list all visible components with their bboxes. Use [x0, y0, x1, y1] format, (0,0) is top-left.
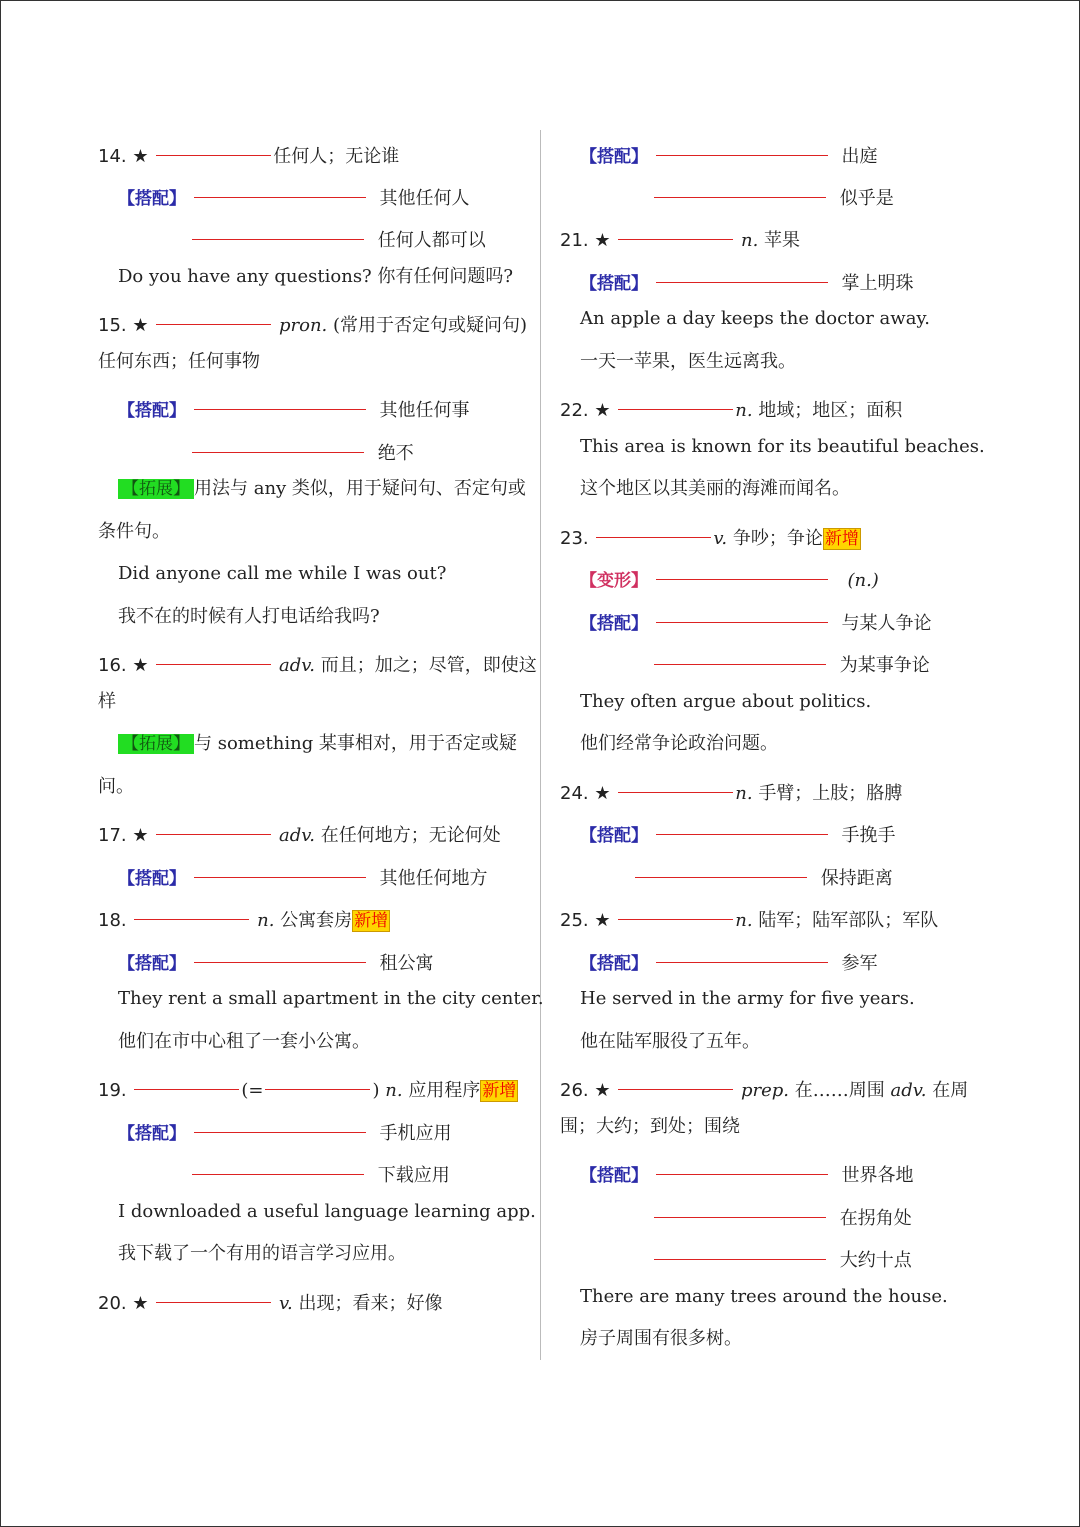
answer-blank[interactable] [656, 1148, 828, 1175]
answer-blank[interactable] [656, 256, 828, 283]
collocation-meaning: 手挽手 [841, 825, 896, 846]
collocation-meaning: 出庭 [841, 146, 878, 167]
part-of-speech: v. [713, 528, 728, 549]
entry-18-example-en: They rent a small apartment in the city center. [118, 988, 544, 1009]
star-icon: ★ [132, 655, 149, 676]
entry-17-headword-line [98, 808, 501, 850]
entry-16-headword-line [98, 638, 537, 680]
entry-number: 26. [560, 1080, 589, 1101]
entry-19-example-en: I downloaded a useful language learning app. [118, 1201, 536, 1222]
entry-15-extension [118, 468, 526, 510]
meaning: 而且；加之；尽管，即使这 [320, 655, 537, 676]
meaning: (常用于否定句或疑问句) [333, 315, 528, 336]
entry-26-meaning-cont: 围；大约；到处；围绕 [560, 1116, 740, 1137]
star-icon: ★ [594, 400, 611, 421]
collocation-meaning: 掌上明珠 [841, 273, 914, 294]
collocation-meaning: 租公寓 [379, 953, 434, 974]
answer-blank[interactable] [194, 936, 366, 963]
extension-tag: 【拓展】 [118, 734, 194, 754]
entry-16-extension-cont: 问。 [98, 776, 134, 797]
entry-number: 21. [560, 230, 589, 251]
answer-blank[interactable] [654, 1191, 826, 1218]
entry-19-headword-line [98, 1063, 518, 1105]
answer-blank-abbrev[interactable] [265, 1063, 370, 1090]
star-icon: ★ [132, 146, 149, 167]
paren-open: (= [241, 1080, 264, 1101]
answer-blank[interactable] [618, 213, 733, 240]
collocation-meaning: 在拐角处 [839, 1208, 912, 1229]
star-icon: ★ [594, 910, 611, 931]
entry-16-extension [118, 723, 517, 765]
entry-14-headword-line [98, 129, 399, 171]
entry-number: 18. [98, 910, 127, 931]
entry-23-headword-line [560, 511, 861, 553]
answer-blank[interactable] [656, 553, 828, 580]
collocation-tag: 【搭配】 [580, 614, 648, 634]
answer-blank[interactable] [596, 511, 711, 538]
part-of-speech: prep. [740, 1080, 790, 1101]
entry-25-example-zh: 他在陆军服役了五年。 [580, 1031, 760, 1052]
part-of-speech: v. [278, 1293, 293, 1314]
collocation-tag: 【搭配】 [118, 401, 186, 421]
answer-blank[interactable] [656, 596, 828, 623]
part-of-speech: n. [740, 230, 759, 251]
entry-14-collocation-1 [118, 171, 469, 213]
entry-number: 25. [560, 910, 589, 931]
answer-blank[interactable] [635, 851, 807, 878]
entry-26-example-zh: 房子周围有很多树。 [580, 1328, 742, 1349]
collocation-meaning: 为某事争论 [839, 655, 930, 676]
star-icon: ★ [594, 783, 611, 804]
answer-blank[interactable] [156, 129, 271, 156]
variant-tag: 【变形】 [580, 571, 648, 591]
entry-15-extension-cont: 条件句。 [98, 521, 170, 542]
entry-26-collocation-1 [580, 1148, 913, 1190]
entry-22-headword-line [560, 383, 902, 425]
collocation-meaning: 参军 [841, 953, 878, 974]
answer-blank[interactable] [618, 766, 733, 793]
meaning: 在……周围 [794, 1080, 885, 1101]
answer-blank[interactable] [618, 1063, 733, 1090]
meaning-2: 在周 [932, 1080, 969, 1101]
collocation-meaning: 其他任何人 [379, 188, 470, 209]
star-icon: ★ [132, 825, 149, 846]
collocation-meaning: 任何人都可以 [377, 230, 486, 251]
entry-26-collocation-2 [652, 1191, 912, 1233]
column-divider [540, 130, 541, 1360]
meaning: 在任何地方；无论何处 [320, 825, 501, 846]
answer-blank[interactable] [194, 383, 366, 410]
collocation-tag: 【搭配】 [580, 826, 648, 846]
answer-blank[interactable] [618, 893, 733, 920]
entry-number: 15. [98, 315, 127, 336]
entry-23-example-en: They often argue about politics. [580, 691, 872, 712]
answer-blank[interactable] [656, 936, 828, 963]
part-of-speech: n. [735, 910, 753, 931]
collocation-tag: 【搭配】 [580, 1166, 648, 1186]
collocation-meaning: 似乎是 [839, 188, 894, 209]
entry-number: 16. [98, 655, 127, 676]
entry-18-example-zh: 他们在市中心租了一套小公寓。 [118, 1031, 370, 1052]
answer-blank[interactable] [656, 808, 828, 835]
meaning: 地域；地区；面积 [758, 400, 903, 421]
meaning: 任何人；无论谁 [273, 146, 400, 167]
star-icon: ★ [132, 1293, 149, 1314]
collocation-tag: 【搭配】 [580, 954, 648, 974]
new-badge: 新增 [482, 1081, 517, 1101]
collocation-meaning: 保持距离 [820, 868, 893, 889]
answer-blank[interactable] [194, 171, 366, 198]
entry-25-example-en: He served in the army for five years. [580, 988, 915, 1009]
answer-blank[interactable] [156, 638, 271, 665]
part-of-speech: n. [735, 400, 753, 421]
entry-26-headword-line [560, 1063, 968, 1105]
answer-blank[interactable] [618, 383, 733, 410]
entry-16-meaning-cont: 样 [98, 691, 116, 712]
extension-text: 与 something 某事相对，用于否定或疑 [194, 733, 517, 754]
entry-24-collocation-2 [633, 851, 893, 893]
entry-24-headword-line [560, 766, 902, 808]
collocation-tag: 【搭配】 [118, 1124, 186, 1144]
entry-21-headword-line [560, 213, 800, 255]
collocation-meaning: 下载应用 [377, 1165, 450, 1186]
entry-23-collocation-1 [580, 596, 931, 638]
entry-18-headword-line [98, 893, 390, 935]
entry-19-example-zh: 我下载了一个有用的语言学习应用。 [118, 1243, 406, 1264]
collocation-tag: 【搭配】 [580, 274, 648, 294]
entry-15-meaning-cont: 任何东西；任何事物 [98, 351, 260, 372]
entry-number: 19. [98, 1080, 127, 1101]
entry-21-example-zh: 一天一苹果，医生远离我。 [580, 351, 796, 372]
part-of-speech: n. [385, 1080, 403, 1101]
answer-blank[interactable] [194, 851, 366, 878]
collocation-tag: 【搭配】 [580, 147, 648, 167]
entry-number: 22. [560, 400, 589, 421]
answer-blank[interactable] [156, 298, 271, 325]
entry-22-example-en: This area is known for its beautiful beaches. [580, 436, 985, 457]
entry-22-example-zh: 这个地区以其美丽的海滩而闻名。 [580, 478, 850, 499]
part-of-speech: n. [257, 910, 275, 931]
entry-26-example-en: There are many trees around the house. [580, 1286, 948, 1307]
collocation-tag: 【搭配】 [118, 189, 186, 209]
collocation-meaning: 与某人争论 [841, 613, 932, 634]
entry-15-example-zh: 我不在的时候有人打电话给我吗? [118, 606, 380, 627]
entry-20-headword-line [98, 1276, 442, 1318]
entry-17-collocation-1 [118, 851, 487, 893]
answer-blank[interactable] [192, 1148, 364, 1175]
collocation-meaning: 其他任何地方 [379, 868, 488, 889]
entry-21-example-en: An apple a day keeps the doctor away. [580, 308, 930, 329]
entry-14-example: Do you have any questions? 你有任何问题吗? [118, 266, 514, 287]
star-icon: ★ [594, 230, 611, 251]
entry-number: 24. [560, 783, 589, 804]
entry-15-collocation-2 [190, 426, 414, 468]
part-of-speech-2: adv. [890, 1080, 927, 1101]
collocation-meaning: 大约十点 [839, 1250, 912, 1271]
entry-25-collocation-1 [580, 936, 877, 978]
part-of-speech: adv. [278, 655, 315, 676]
part-of-speech: pron. [278, 315, 328, 336]
collocation-meaning: 世界各地 [841, 1165, 914, 1186]
entry-number: 17. [98, 825, 127, 846]
entry-19-collocation-1 [118, 1106, 451, 1148]
entry-23-collocation-2 [652, 638, 930, 680]
collocation-meaning: 其他任何事 [379, 400, 470, 421]
answer-blank[interactable] [654, 171, 826, 198]
answer-blank[interactable] [656, 129, 828, 156]
meaning: 出现；看来；好像 [298, 1293, 443, 1314]
extension-tag: 【拓展】 [118, 479, 194, 499]
answer-blank[interactable] [156, 1276, 271, 1303]
entry-23-variant [580, 553, 879, 595]
answer-blank[interactable] [134, 893, 249, 920]
answer-blank[interactable] [194, 1106, 366, 1133]
entry-20-collocation-2 [652, 171, 894, 213]
star-icon: ★ [594, 1080, 611, 1101]
star-icon: ★ [132, 315, 149, 336]
new-badge: 新增 [354, 911, 389, 931]
part-of-speech: adv. [278, 825, 315, 846]
answer-blank[interactable] [654, 1233, 826, 1260]
new-badge: 新增 [824, 529, 859, 549]
answer-blank[interactable] [192, 213, 364, 240]
meaning: 苹果 [764, 230, 801, 251]
entry-25-headword-line [560, 893, 938, 935]
part-of-speech: n. [735, 783, 753, 804]
answer-blank[interactable] [134, 1063, 239, 1090]
meaning: 公寓套房 [280, 910, 353, 931]
answer-blank[interactable] [192, 426, 364, 453]
meaning: 应用程序 [408, 1080, 481, 1101]
entry-18-collocation-1 [118, 936, 433, 978]
entry-24-collocation-1 [580, 808, 895, 850]
entry-19-collocation-2 [190, 1148, 450, 1190]
paren-close: ) [372, 1080, 380, 1101]
meaning: 手臂；上肢；胳膊 [758, 783, 903, 804]
meaning: 陆军；陆军部队；军队 [758, 910, 939, 931]
entry-20-collocation-1 [580, 129, 877, 171]
entry-26-collocation-3 [652, 1233, 912, 1275]
entry-15-example-en: Did anyone call me while I was out? [118, 563, 447, 584]
collocation-meaning: 手机应用 [379, 1123, 452, 1144]
answer-blank[interactable] [156, 808, 271, 835]
collocation-tag: 【搭配】 [118, 869, 186, 889]
entry-number: 23. [560, 528, 589, 549]
entry-21-collocation-1 [580, 256, 913, 298]
meaning: 争吵；争论 [732, 528, 823, 549]
entry-14-collocation-2 [190, 213, 486, 255]
extension-text: 用法与 any 类似，用于疑问句、否定句或 [194, 478, 526, 499]
entry-15-collocation-1 [118, 383, 469, 425]
collocation-tag: 【搭配】 [118, 954, 186, 974]
entry-15-headword-line [98, 298, 527, 340]
variant-pos: (n.) [847, 570, 879, 591]
entry-23-example-zh: 他们经常争论政治问题。 [580, 733, 778, 754]
entry-number: 20. [98, 1293, 127, 1314]
answer-blank[interactable] [654, 638, 826, 665]
entry-number: 14. [98, 146, 127, 167]
collocation-meaning: 绝不 [377, 443, 414, 464]
